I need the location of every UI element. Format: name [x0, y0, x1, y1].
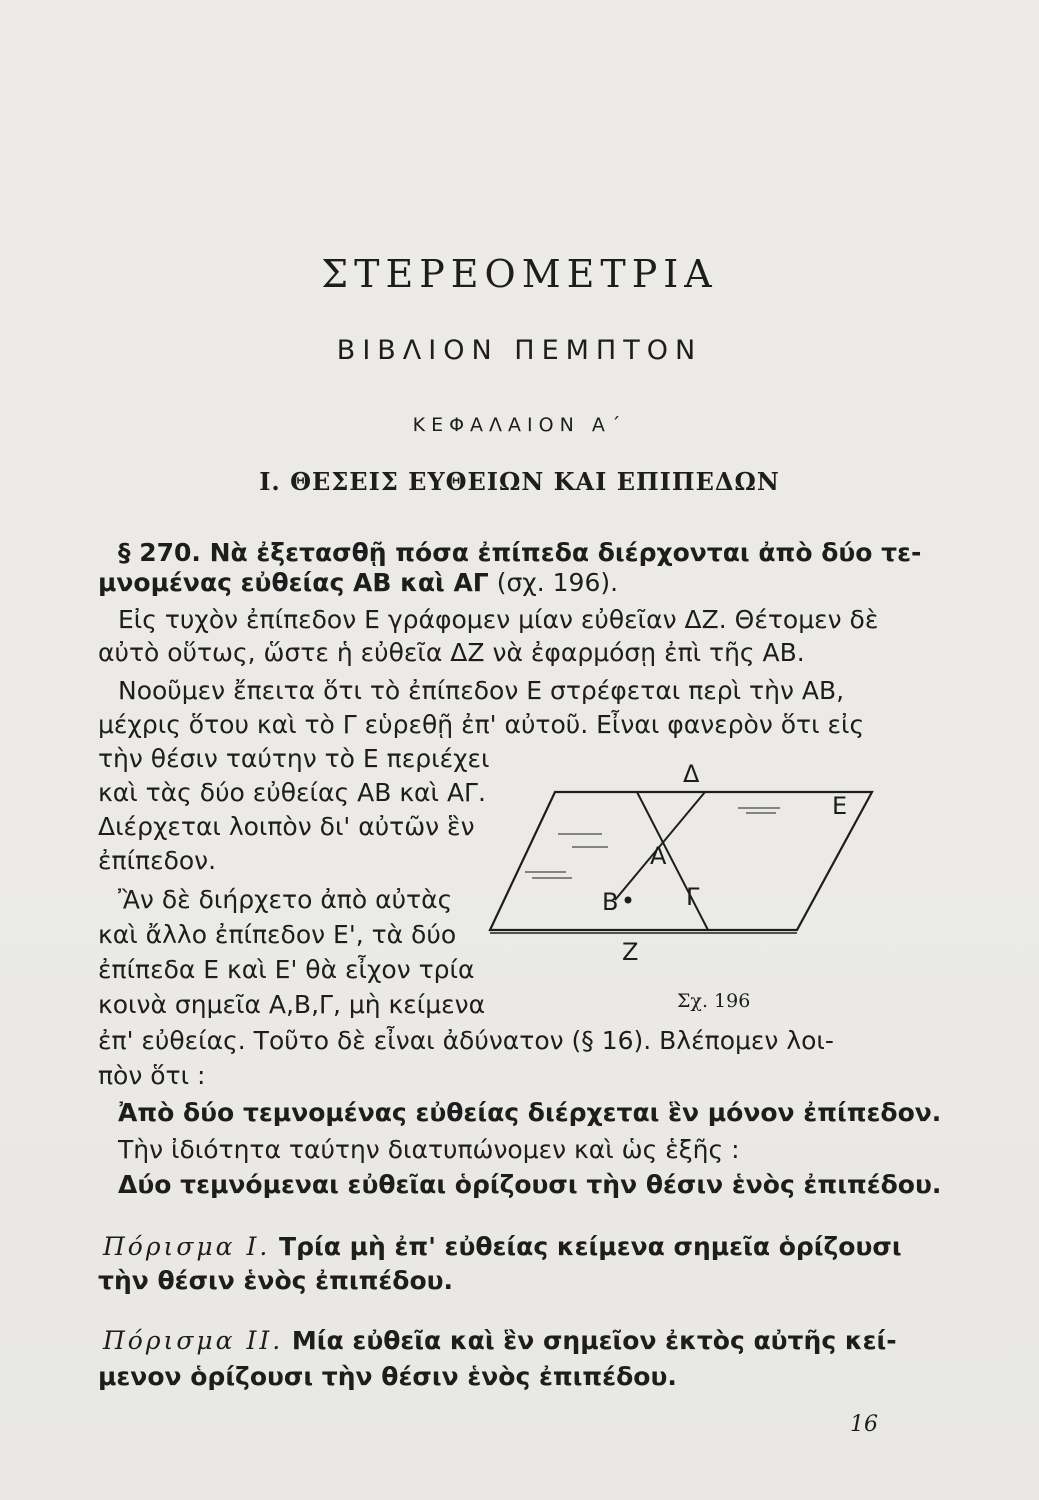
paragraph-270-line-2-bold: μνομένας εὐθείας ΑΒ καὶ ΑΓ [98, 568, 489, 597]
chapter-heading: ΚΕΦΑΛΑΙΟΝ Α΄ [412, 414, 627, 436]
paragraph-2-line-1: Εἰς τυχὸν ἐπίπεδον Ε γράφομεν μίαν εὐθεῖαν ΔΖ. Θέτομεν δὲ [118, 605, 879, 634]
rephrase-sentence: Τὴν ἰδιότητα ταύτην διατυπώνομεν καὶ ὡς ἑξῆς : [118, 1135, 740, 1164]
paragraph-4-line-5: ἐπ' εὐθείας. Τοῦτο δὲ εἶναι ἀδύνατον (§ 16). Βλέπομεν λοι- [98, 1026, 834, 1055]
corollary-1-line-1 [103, 1232, 902, 1261]
paragraph-4-line-1: Ἂν δὲ διήρχετο ἀπὸ αὐτὰς [118, 885, 453, 914]
paragraph-270-line-2 [98, 568, 618, 597]
figure-caption: Σχ. 196 [677, 990, 751, 1012]
label-z: Ζ [622, 938, 639, 966]
page-number: 16 [850, 1412, 878, 1437]
book-heading: ΒΙΒΛΙΟΝ ΠΕΜΠΤΟΝ [336, 335, 703, 366]
figure-reference: (σχ. 196). [488, 568, 619, 597]
paragraph-4-line-6: πὸν ὅτι : [98, 1061, 206, 1090]
theorem-1: Ἀπὸ δύο τεμνομένας εὐθείας διέρχεται ἓν μόνον ἐπίπεδον. [118, 1098, 942, 1127]
label-g: Γ [686, 883, 700, 911]
corollary-1-text: Τρία μὴ ἐπ' εὐθείας κείμενα σημεῖα ὁρίζουσι [270, 1232, 902, 1261]
label-a: Α [650, 842, 667, 870]
corollary-2-label: Πόρισμα ΙΙ. [103, 1326, 284, 1355]
corollary-2-line-1 [103, 1326, 897, 1355]
corollary-2-text: Μία εὐθεῖα καὶ ἓν σημεῖον ἐκτὸς αὐτῆς κεί- [283, 1326, 897, 1355]
paragraph-4-line-2: καὶ ἄλλο ἐπίπεδον Ε', τὰ δύο [98, 920, 457, 949]
section-heading: Ι. ΘΕΣΕΙΣ ΕΥΘΕΙΩΝ ΚΑΙ ΕΠΙΠΕΔΩΝ [259, 467, 780, 496]
paragraph-4-line-4: κοινὰ σημεῖα Α,Β,Γ, μὴ κείμενα [98, 990, 486, 1019]
paragraph-3-line-3: τὴν θέσιν ταύτην τὸ Ε περιέχει [98, 744, 490, 773]
paragraph-4-line-3: ἐπίπεδα Ε καὶ Ε' θὰ εἶχον τρία [98, 955, 475, 984]
paragraph-3-line-6: ἐπίπεδον. [98, 846, 217, 875]
paragraph-3-line-2: μέχρις ὅτου καὶ τὸ Γ εὑρεθῇ ἐπ' αὐτοῦ. Εἶναι φανερὸν ὅτι εἰς [98, 710, 865, 739]
paragraph-270-line-1: § 270. Νὰ ἐξετασθῇ πόσα ἐπίπεδα διέρχονται ἀπὸ δύο τε- [118, 538, 922, 567]
page-title: ΣΤΕΡΕΟΜΕΤΡΙΑ [321, 252, 718, 296]
label-b: Β [602, 888, 619, 916]
plane-e-outline [490, 792, 872, 930]
point-b-marker [625, 897, 632, 904]
label-e: Ε [832, 792, 848, 820]
paragraph-3-line-4: καὶ τὰς δύο εὐθείας ΑΒ καὶ ΑΓ. [98, 778, 486, 807]
corollary-1-line-2: τὴν θέσιν ἑνὸς ἐπιπέδου. [98, 1266, 454, 1295]
paragraph-3-line-5: Διέρχεται λοιπὸν δι' αὐτῶν ἓν [98, 812, 475, 841]
label-delta: Δ [683, 760, 700, 788]
paragraph-2-line-2: αὐτὸ οὕτως, ὥστε ἡ εὐθεῖα ΔΖ νὰ ἐφαρμόσῃ ἐπὶ τῆς ΑΒ. [98, 638, 805, 667]
paragraph-3-line-1: Νοοῦμεν ἔπειτα ὅτι τὸ ἐπίπεδον Ε στρέφεται περὶ τὴν ΑΒ, [118, 676, 845, 705]
corollary-1-label: Πόρισμα Ι. [103, 1232, 271, 1261]
theorem-2: Δύο τεμνόμεναι εὐθεῖαι ὁρίζουσι τὴν θέσιν ἑνὸς ἐπιπέδου. [118, 1170, 942, 1199]
corollary-2-line-2: μενον ὁρίζουσι τὴν θέσιν ἑνὸς ἐπιπέδου. [98, 1362, 677, 1391]
